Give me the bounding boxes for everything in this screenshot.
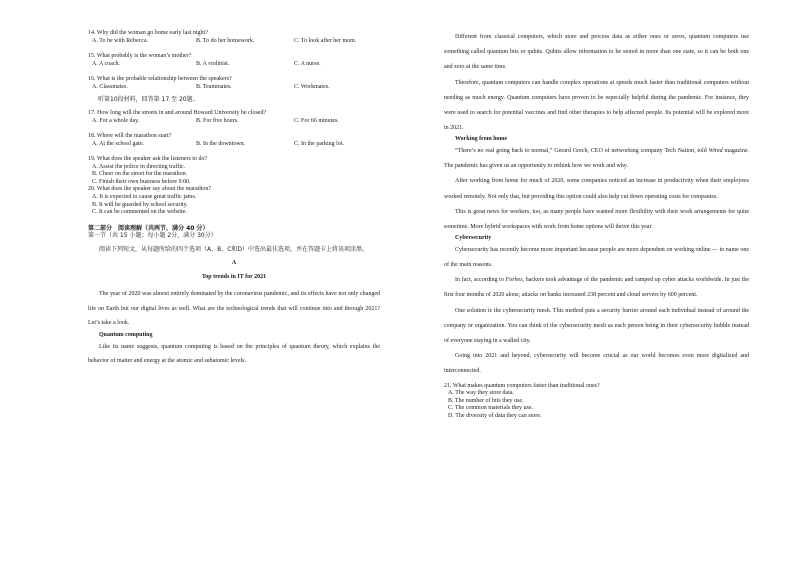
option-c: C. Workmates. [294, 83, 330, 90]
question-20-stem: 20. What does the speaker say about the marathon? [88, 186, 212, 193]
forbes-text-end: , hackers took advantage of the pandemic and ramped up cyber attacks worldwide. In just the first four months of 2020 alone, attacks on banks increased 238 percent and cloud servers by 600 percent. [444, 277, 749, 299]
question-19-stem: 19. What does the speaker ask the listeners to do? [88, 156, 208, 163]
subheading-cybersecurity: Cybersecurity [455, 235, 492, 242]
forbes-text: In fact, according to [455, 277, 506, 284]
paragraph-quantum-speed: Therefore, quantum computers can handle complex operations at speeds much faster than traditional computers without needing as much energy. Quantum computers have proven to be especially helpful during the pandemic. For instance, they were used to search for potential vaccines and find other therapies to help affected people. Its potential will be explored more in 2021. [444, 79, 749, 132]
option-a: A. The way they store data. [448, 390, 515, 397]
option-d: D. The diversity of data they can store. [448, 413, 542, 420]
passage-title: Top trends in IT for 2021 [201, 273, 267, 280]
paragraph-productivity: After working from home for much of 2020, some companies noticed an increase in productivity when their employees worked remotely. Not only that, but providing this option could also help cut down operating costs for companies. [444, 178, 749, 200]
paragraph-cybersecurity-mesh: One solution is the cybersecurity mesh. This method puts a security barrier around each individual instead of around the company or organization. You can think of the cybersecurity mesh as each person being in their cybersecurity bubble instead of everyone staying in a walled city. [444, 307, 749, 345]
question-21-stem: 21. What makes quantum computers faster than traditional ones? [444, 382, 600, 389]
question-15-stem: 15. What probably is the woman’s mother? [88, 53, 192, 60]
option-a: A. A coach. [92, 60, 120, 67]
option-c: C. For 66 minutes. [294, 117, 339, 124]
question-18-stem: 18. Where will the marathon start? [88, 133, 172, 140]
paragraph-grech-quote [444, 144, 749, 174]
paragraph-quantum: Like its name suggests, quantum computing is based on the principles of quantum theory, which explains the behavior of matter and energy at the atomic and subatomic levels. [88, 344, 380, 365]
option-a: A. To be with Rebecca. [92, 37, 149, 44]
part-two-heading: 第二部分 阅读理解（共两节，满分 40 分） [88, 224, 209, 232]
paragraph-forbes [444, 273, 749, 303]
option-a: A. Assist the police in directing traffic. [92, 163, 186, 170]
question-16-stem: 16. What is the probable relationship between the speakers? [88, 76, 232, 83]
option-c: C. A nurse. [294, 60, 321, 67]
option-c: C. To look after her mom. [294, 37, 357, 44]
option-a: A. At the school gate. [92, 140, 144, 147]
question-18-options [88, 141, 380, 149]
question-17-options [88, 118, 380, 126]
quote-text: “There’s no real going back to normal,” Gerard Grech, CEO of networking company Tech Nation, told [455, 148, 709, 155]
option-b: B. The number of bits they use. [448, 397, 524, 404]
paragraph-conclusion: Going into 2021 and beyond, cybersecurity will become crucial as our world becomes even more digitalized and interconnected. [444, 353, 749, 375]
option-b: B. Teammates. [196, 83, 232, 90]
option-c: C. In the parking lot. [294, 140, 344, 147]
question-16-options [88, 84, 380, 92]
question-14-stem: 14. Why did the woman go home early last night? [88, 30, 208, 36]
option-b: B. To do her homework. [196, 37, 255, 44]
section-one-heading: 第一节（共 15 小题；每小题 2分，满分 30分） [88, 232, 217, 240]
right-column [444, 30, 749, 421]
paragraph-qubits: Different from classical computers, which store and process data as either ones or zeros, quantum computers use something called quantum bits or qubits. Qubits allow information to be stored in more than one state, so it can be both one and zero at the same time. [444, 34, 749, 71]
option-b: B. For five hours. [196, 117, 239, 124]
magazine-name: Forbes [505, 277, 523, 284]
reading-instruction: 阅读下列短文，从每题所给的四个选项（A、B、C和D）中选出最佳选项，并在答题卡上将该项涂黑。 [99, 246, 369, 254]
paragraph-cybersecurity-importance: Cybersecurity has recently become more important because people are more dependent on working online — to name one of the main reasons. [444, 246, 749, 269]
option-b: B. It will be guarded by school security. [92, 201, 188, 208]
passage-letter: A [231, 260, 237, 267]
paragraph-intro: The year of 2020 was almost entirely dominated by the coronavirus pandemic, and its effects have not only changed life on Earth but our digital lives as well. What are the technological trends that will continue into and through 2021? Let’s take a look. [88, 291, 380, 327]
magazine-name: Wired [708, 148, 723, 155]
listening-instruction: 听第10段材料，回答第 17 至 20题。 [98, 96, 199, 104]
quote-text-end: magazine. The pandemic has given us an opportunity to rethink how we work and why. [444, 148, 749, 170]
question-14-options [88, 38, 380, 46]
option-b: B. A violinist. [196, 60, 230, 67]
option-a: A. It is expected to cause great traffic jams. [92, 194, 197, 201]
question-17-stem: 17. How long will the streets in and around Howard University be closed? [88, 109, 267, 116]
option-a: A. Classmates. [92, 83, 128, 90]
option-b: B. In the downtown. [196, 140, 246, 147]
option-c: C. The common materials they use. [448, 405, 534, 412]
question-15-options [88, 61, 380, 69]
paragraph-flexibility: This is great news for workers, too, as many people have wanted more flexibility with their work arrangements for quite sometime. More hybrid workspaces with work from home options will thrive this year. [444, 208, 749, 231]
subheading-working-from-home: Working from home [455, 136, 508, 143]
option-c: C. Finish their own business before 9:00. [92, 178, 191, 185]
option-b: B. Cheer on the street for the marathon. [92, 171, 188, 178]
left-column [88, 30, 380, 368]
option-a: A. For a whole day. [92, 117, 140, 124]
subheading-quantum: Quantum computing [99, 332, 153, 339]
option-c: C. It can be commented on the website. [92, 209, 187, 216]
